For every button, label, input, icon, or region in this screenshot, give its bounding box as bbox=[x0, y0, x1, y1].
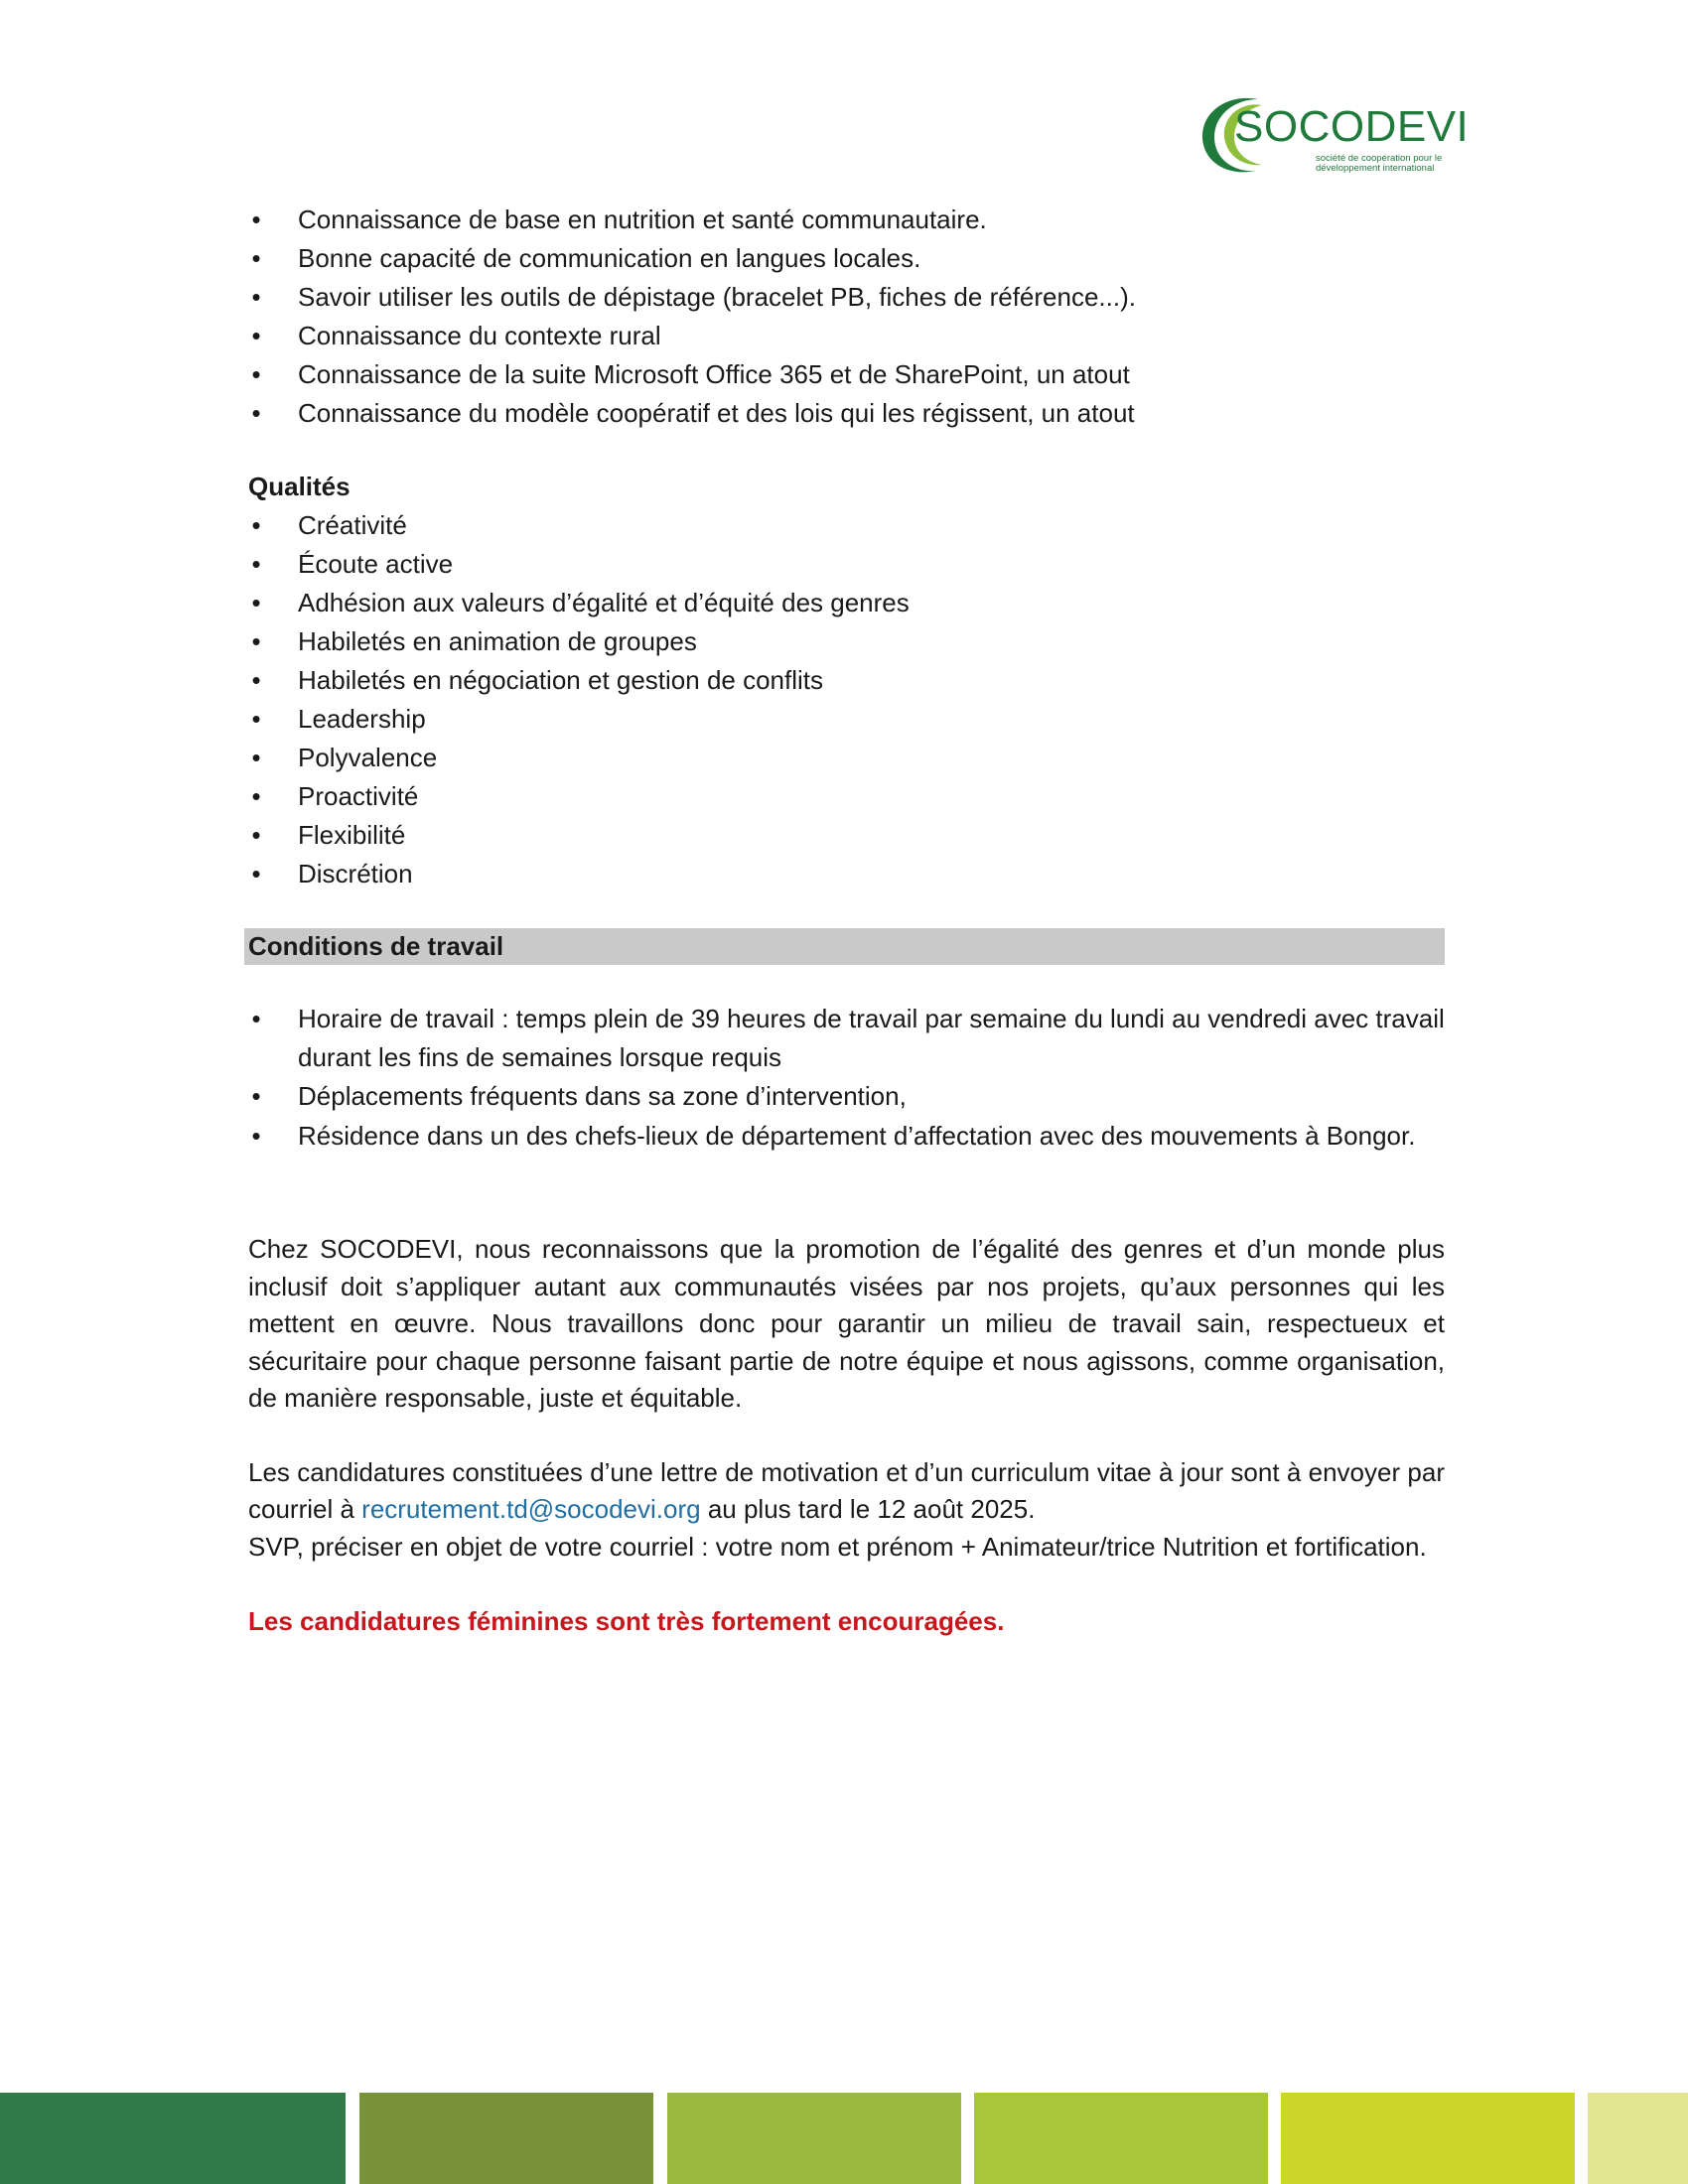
bullet-icon: • bbox=[251, 588, 261, 617]
bullet-icon: • bbox=[251, 359, 261, 389]
list-item: • Écoute active bbox=[248, 545, 1445, 584]
list-item: • Connaissance de la suite Microsoft Office 365 et de SharePoint, un atout bbox=[248, 355, 1445, 394]
bullet-icon: • bbox=[251, 282, 261, 312]
list-item: • Discrétion bbox=[248, 855, 1445, 893]
conditions-section-header: Conditions de travail bbox=[244, 928, 1445, 965]
equality-statement: Chez SOCODEVI, nous reconnaissons que la promotion de l’égalité des genres et d’un monde plus inclusif doit s’appliquer autant aux communautés visées par nos projets, qu’aux personnes qui les mettent en œuvre. Nous travaillons donc pour garantir un milieu de travail sain, respectueux et sécuritaire pour chaque personne faisant partie de notre équipe et nous agissons, comme organisation, de manière responsable, juste et équitable. bbox=[248, 1234, 1445, 1413]
list-item: • Bonne capacité de communication en langues locales. bbox=[248, 239, 1445, 278]
bullet-icon: • bbox=[251, 626, 261, 656]
email-subject-note: SVP, préciser en objet de votre courriel : votre nom et prénom + Animateur/trice Nutrition et fortification. bbox=[248, 1531, 1427, 1562]
bullet-icon: • bbox=[251, 510, 261, 540]
recruitment-email-link[interactable]: recrutement.td@socodevi.org bbox=[361, 1494, 701, 1524]
list-item: • Habiletés en animation de groupes bbox=[248, 622, 1445, 661]
bullet-icon: • bbox=[251, 781, 261, 811]
women-encouragement-note: Les candidatures féminines sont très fortement encouragées. bbox=[248, 1606, 1005, 1636]
qualities-list bbox=[248, 506, 1445, 893]
footer-bar bbox=[1588, 2093, 1688, 2184]
list-item: • Savoir utiliser les outils de dépistage (bracelet PB, fiches de référence...). bbox=[248, 278, 1445, 317]
bullet-icon: • bbox=[251, 321, 261, 350]
list-item: • Déplacements fréquents dans sa zone d’intervention, bbox=[248, 1077, 1445, 1116]
bullet-icon: • bbox=[251, 243, 261, 273]
footer-bar bbox=[0, 2093, 346, 2184]
list-item: • Connaissance du contexte rural bbox=[248, 317, 1445, 355]
bullet-icon: • bbox=[251, 820, 261, 850]
conditions-list bbox=[248, 1000, 1445, 1157]
socodevi-logo bbox=[1196, 91, 1470, 181]
skills-list bbox=[248, 201, 1445, 433]
list-item: • Résidence dans un des chefs-lieux de département d’affectation avec des mouvements à Bongor. bbox=[248, 1116, 1445, 1157]
list-item: • Connaissance du modèle coopératif et des lois qui les régissent, un atout bbox=[248, 394, 1445, 433]
logo-tagline-line1: société de coopération pour le bbox=[1316, 153, 1443, 164]
list-item: • Polyvalence bbox=[248, 739, 1445, 777]
footer-color-bars bbox=[0, 2093, 1688, 2184]
list-item: • Habiletés en négociation et gestion de conflits bbox=[248, 661, 1445, 700]
logo-tagline-line2: développement international bbox=[1316, 163, 1435, 174]
bullet-icon: • bbox=[251, 665, 261, 695]
logo-tagline bbox=[1316, 154, 1445, 174]
list-item: • Flexibilité bbox=[248, 816, 1445, 855]
footer-bar bbox=[974, 2093, 1268, 2184]
bullet-icon: • bbox=[251, 1004, 261, 1033]
list-item: • Leadership bbox=[248, 700, 1445, 739]
footer-bar bbox=[1281, 2093, 1575, 2184]
list-item: • Proactivité bbox=[248, 777, 1445, 816]
list-item: • Créativité bbox=[248, 506, 1445, 545]
list-item: • Connaissance de base en nutrition et santé communautaire. bbox=[248, 201, 1445, 239]
qualities-heading: Qualités bbox=[248, 472, 351, 501]
bullet-icon: • bbox=[251, 743, 261, 772]
application-instructions: Les candidatures constituées d’une lettre de motivation et d’un curriculum vitae à jour sont à envoyer par courriel à recrutement.td@socodevi.org au plus tard le 12 août 2025. bbox=[248, 1456, 1445, 1524]
footer-bar bbox=[667, 2093, 961, 2184]
footer-bar bbox=[359, 2093, 653, 2184]
list-item: • Horaire de travail : temps plein de 39 heures de travail par semaine du lundi au vendredi avec travail durant les fins de semaines lorsque requis bbox=[248, 1000, 1445, 1077]
logo-wordmark: SOCODEVI bbox=[1234, 102, 1470, 151]
bullet-icon: • bbox=[251, 859, 261, 888]
bullet-icon: • bbox=[251, 1081, 261, 1111]
bullet-icon: • bbox=[251, 205, 261, 234]
document-body bbox=[248, 201, 1445, 1641]
bullet-icon: • bbox=[251, 704, 261, 734]
bullet-icon: • bbox=[251, 549, 261, 579]
bullet-icon: • bbox=[251, 398, 261, 428]
list-item: • Adhésion aux valeurs d’égalité et d’équité des genres bbox=[248, 584, 1445, 622]
bullet-icon: • bbox=[251, 1121, 261, 1151]
